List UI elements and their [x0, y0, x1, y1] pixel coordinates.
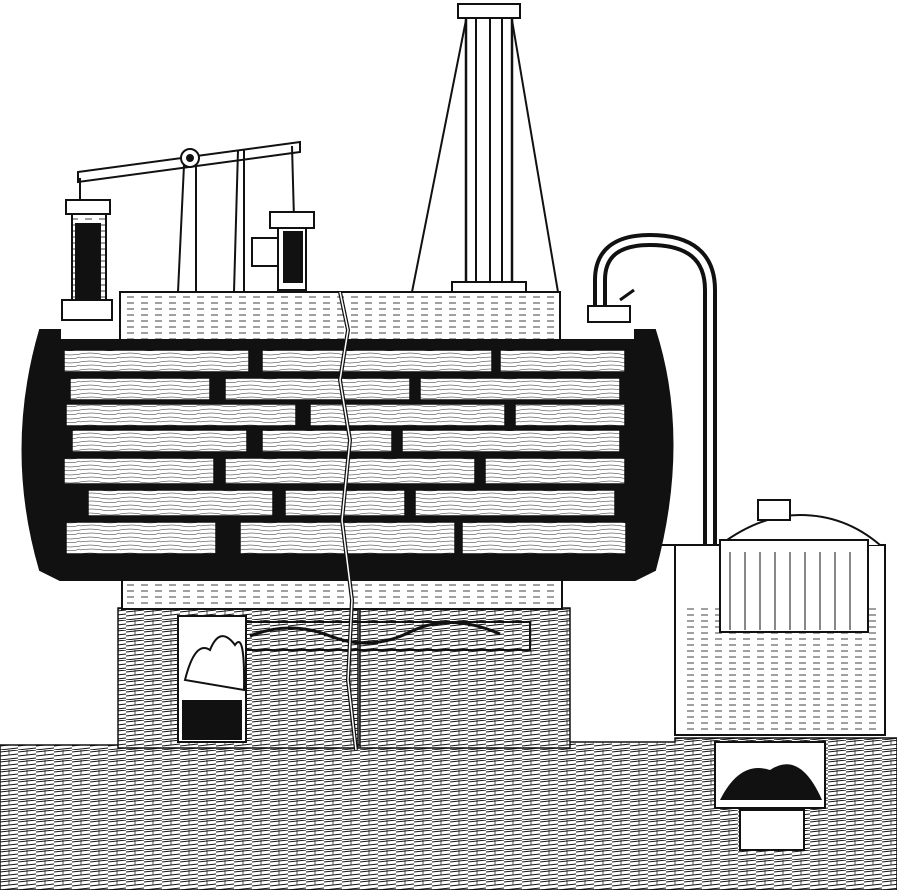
chimney-stay-right	[512, 20, 558, 292]
firebox-right-ashpit	[740, 810, 804, 850]
timber-stack	[64, 350, 626, 554]
siphon-valve-handle	[620, 290, 634, 300]
siphon-valve	[588, 306, 630, 322]
chimney-stay-left	[412, 20, 466, 292]
firebox-left-grate	[182, 700, 242, 740]
chimney	[452, 4, 526, 292]
gasholder-vent	[758, 500, 790, 520]
gasholder-bell	[720, 540, 868, 632]
furnace-block-right	[360, 608, 570, 748]
